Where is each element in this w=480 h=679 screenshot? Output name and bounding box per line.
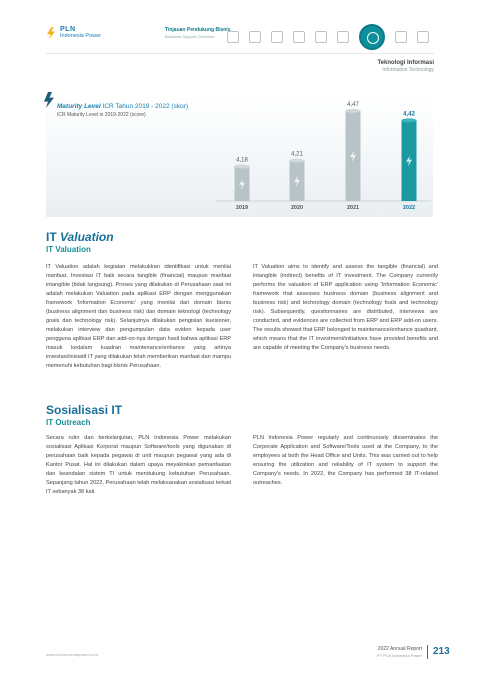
- chart-icon[interactable]: [249, 31, 261, 43]
- category-label-2021: 2021: [346, 205, 360, 211]
- value-label-2020: 4,21: [291, 151, 303, 158]
- bar-top-2019: [235, 164, 250, 168]
- value-label-2022: 4,42: [403, 111, 415, 118]
- valuation-text-en: IT Valuation aims to identify and assess the tangible (financial) and intangible (indirect) benefits of IT investment. The Company currently performs the valuation of ERP application using 'Information Economic' framework that assesses business domain (business alignment and business risk) and technology domain (technology foals and technology risk). Subsequently, questionnaires are distributed, interviews are conducted, and evidences are collected from ERP and ERP add-on users. The results showed that ERP belonged to maintenance/enhance quadrant, which means that the IT investment/initiatives have provided benefits and are capable of meeting the Company's business needs.: [253, 264, 438, 351]
- building-icon[interactable]: [227, 31, 239, 43]
- company-logo: [46, 26, 101, 40]
- leaf-icon[interactable]: [395, 31, 407, 43]
- bar-top-2020: [290, 159, 305, 163]
- brand-subname: Indonesia Power: [60, 33, 101, 39]
- value-label-2021: 4,47: [347, 101, 359, 108]
- chart-title: Maturity Level ICR Tahun 2019 - 2022 (skor): [57, 103, 189, 110]
- page-number: 213: [433, 646, 450, 657]
- network-icon[interactable]: [337, 31, 349, 43]
- document-icon[interactable]: [271, 31, 283, 43]
- footer-divider: [427, 645, 428, 659]
- category-label-2020: 2020: [290, 205, 304, 211]
- people-icon[interactable]: [293, 31, 305, 43]
- outreach-text-id: Secara rutin dan berkelanjutan, PLN Indonesia Power melakukan sosialisasi Aplikasi Korporat maupun Software/tools yang digunakan di perusahaan baik kepada pegawai di unit maupun pegawai yang ada di Kantor Pusat. Hal ini dilakukan dalam upaya meyakinkan pemanfaatan dan keandalan sistem TI untuk mendukung kebutuhan Perusahaan. Sepanjang tahun 2022, Perusahaan telah melaksanakan sosialisasi terkait IT sebanyak 38 kali.: [46, 435, 231, 495]
- outreach-title: Sosialisasi IT: [46, 403, 123, 417]
- lightning-icon: [46, 27, 56, 39]
- bar-top-2021: [346, 109, 361, 113]
- section-nav: [227, 24, 429, 50]
- category-label-2022: 2022: [402, 205, 416, 211]
- bar-top-2022: [402, 118, 417, 122]
- chart-subtitle: ICR Maturity Level in 2019-2022 (score): [57, 112, 146, 118]
- grid-icon[interactable]: [417, 31, 429, 43]
- value-label-2019: 4,18: [236, 157, 248, 164]
- header-section-title: Tinjauan Pendukung Bisnis Business Support Overview: [165, 27, 231, 39]
- page-section-title: Teknologi Informasi Information Technology: [377, 60, 434, 73]
- footer-report: 2022 Annual Report PT PLN Indonesia Power: [377, 646, 422, 658]
- maturity-bar-chart: [46, 95, 433, 217]
- globe-icon-active[interactable]: [359, 24, 385, 50]
- category-label-2019: 2019: [235, 205, 249, 211]
- footer-url[interactable]: www.plnindonesiapower.co.id: [46, 652, 99, 657]
- gear-icon[interactable]: [315, 31, 327, 43]
- valuation-subtitle: IT Valuation: [46, 245, 91, 254]
- header-divider: [46, 53, 434, 54]
- brand-name: PLN: [60, 26, 76, 33]
- valuation-text-id: IT Valuation adalah kegiatan melakukkan identifikasi untuk menilai manfaat. Investasi IT baik secara tangible (financial) maupun manfaat intangible (tidak langsung). Proses yang dilakukan di Perusahaan saat ini adalah melakukan Valuation pada aplikasi ERP dengan menggunakan framework 'Information Economic' yang menilai dari domain bisnis (business alignment dan business risk) dan domain teknologi (technology goals dan technology risk). Selanjutnya dilakukan pengisian kuesioner, melakukan interview dan pengumpulan data eviden kepada user pengguna aplikasi ERP dan add-on-nya dengan hasil bahwa aplikasi ERP masuk kedalam kuadran maintenance/enhance yang artinya investasi/inisiatif IT yang dilakukan telah memberikan manfaat dan mampu memenuhi kebutuhan bagi bisnis Perusahaan.: [46, 264, 231, 369]
- valuation-title: IT Valuation: [46, 230, 114, 244]
- outreach-subtitle: IT Outreach: [46, 418, 91, 427]
- outreach-text-en: PLN Indonesia Power regularly and continuously disseminates the Corporate Application and Software/Tools used at the Company, to the employees at both the Head Office and Units. This was carried out to help ensuring the utilization and reliability of IT system to support the Company's needs. In 2022, the Company has performed 38 IT-related outreaches.: [253, 435, 438, 486]
